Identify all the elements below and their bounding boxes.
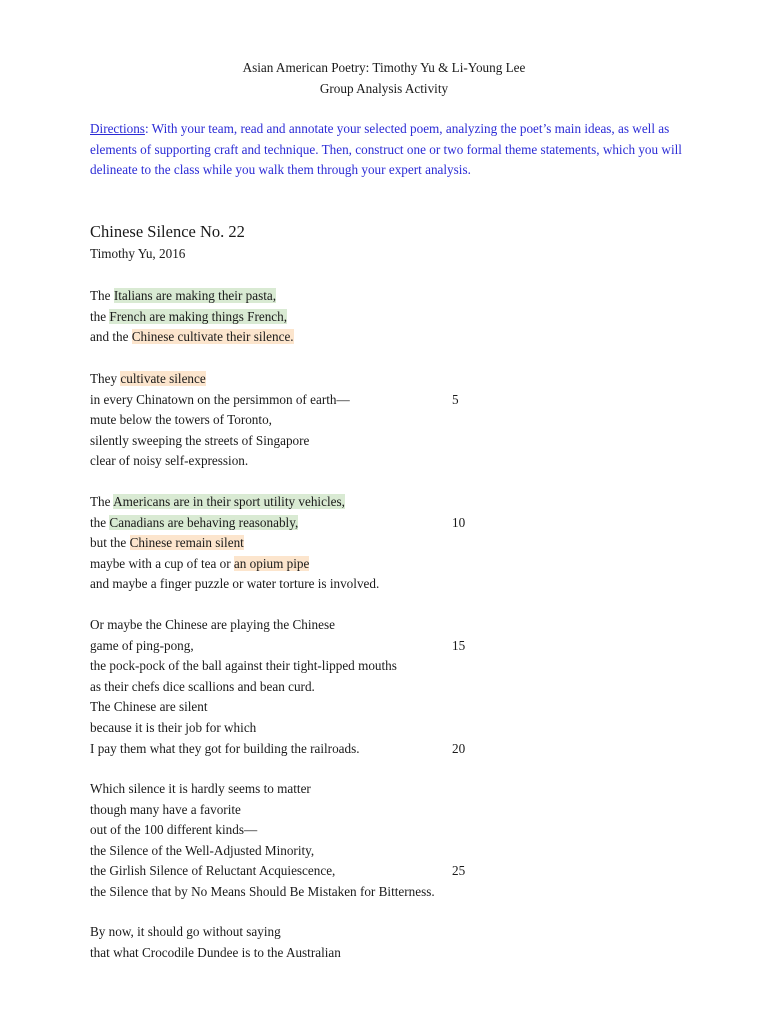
poem-line-text: but the bbox=[90, 535, 130, 551]
poem-line-text: the Girlish Silence of Reluctant Acquiescence, bbox=[90, 863, 336, 879]
poem-stanza bbox=[90, 369, 510, 472]
poem-line bbox=[90, 820, 510, 841]
poem-line bbox=[90, 554, 510, 575]
poem-line-text: game of ping-pong, bbox=[90, 637, 194, 653]
poem-line-text: I pay them what they got for building the railroads. bbox=[90, 740, 360, 756]
poem-line-text: though many have a favorite bbox=[90, 801, 241, 817]
poem-stanza bbox=[90, 286, 510, 348]
poem-stanza bbox=[90, 492, 510, 595]
highlighted-text: cultivate silence bbox=[120, 371, 206, 386]
poem-line-text: Or maybe the Chinese are playing the Chinese bbox=[90, 617, 335, 632]
poem-line bbox=[90, 779, 510, 800]
poem-line bbox=[90, 636, 510, 657]
poem-line bbox=[90, 800, 510, 821]
poem-line-text: the bbox=[90, 308, 110, 324]
poem-line bbox=[90, 410, 510, 431]
poem-line-text: the Silence that by No Means Should Be Mistaken for Bitterness. bbox=[90, 883, 435, 899]
poem-title: Chinese Silence No. 22 bbox=[90, 222, 245, 241]
poem-line-text: out of the 100 different kinds— bbox=[90, 822, 258, 838]
poem-line-text: because it is their job for which bbox=[90, 719, 257, 735]
poem-line-text: and maybe a finger puzzle or water torture is involved. bbox=[90, 576, 380, 592]
poem-line bbox=[90, 451, 510, 472]
highlighted-text: Canadians are behaving reasonably, bbox=[109, 514, 299, 530]
highlighted-text: French are making things French, bbox=[109, 308, 288, 324]
directions-label: Directions bbox=[90, 121, 145, 136]
poem-line-text: and the bbox=[90, 329, 132, 345]
poem-line-text: in every Chinatown on the persimmon of earth— bbox=[90, 391, 350, 407]
highlighted-text: Americans are in their sport utility vehicles, bbox=[113, 494, 345, 509]
directions-text: : With your team, read and annotate your selected poem, analyzing the poet’s main ideas, as well as elements of supporting craft and technique. Then, construct one or two formal theme statements, which you will delineate to the class while you walk them through your expert analysis. bbox=[90, 121, 682, 177]
poem-line-text: the pock-pock of the ball against their tight-lipped mouths bbox=[90, 658, 397, 674]
poem-line bbox=[90, 390, 510, 411]
poem-line-text: maybe with a cup of tea or bbox=[90, 555, 234, 571]
poem-stanza bbox=[90, 779, 510, 903]
poem-line bbox=[90, 615, 510, 636]
poem-line bbox=[90, 431, 510, 452]
poem-line bbox=[90, 513, 510, 534]
line-number: 25 bbox=[452, 863, 466, 879]
document-subtitle: Group Analysis Activity bbox=[319, 80, 449, 96]
highlighted-text: Chinese cultivate their silence. bbox=[131, 329, 294, 345]
poem-line-text: The Chinese are silent bbox=[90, 699, 208, 715]
poem-line-text: clear of noisy self-expression. bbox=[90, 453, 249, 469]
poem-line bbox=[90, 841, 510, 862]
poem-line-text: By now, it should go without saying bbox=[90, 924, 281, 939]
poem-line-text: that what Crocodile Dundee is to the Australian bbox=[90, 944, 341, 960]
poem-line-text: as their chefs dice scallions and bean curd. bbox=[90, 678, 315, 694]
poem-line bbox=[90, 861, 510, 882]
poem-line bbox=[90, 739, 510, 760]
poem-line bbox=[90, 369, 510, 390]
line-number: 20 bbox=[452, 740, 466, 756]
poem-line bbox=[90, 697, 510, 718]
highlighted-text: Italians are making their pasta, bbox=[113, 288, 277, 303]
document-header bbox=[0, 58, 768, 99]
poem-line bbox=[90, 327, 510, 348]
line-number: 5 bbox=[452, 391, 459, 407]
poem-stanza bbox=[90, 922, 510, 963]
highlighted-text: an opium pipe bbox=[233, 555, 310, 571]
line-number: 15 bbox=[452, 637, 466, 653]
poem-stanza bbox=[90, 615, 510, 759]
line-number: 10 bbox=[452, 514, 466, 530]
poem-line bbox=[90, 286, 510, 307]
poem-line-text: the bbox=[90, 514, 110, 530]
poem-line bbox=[90, 492, 510, 513]
poem-line-text: the Silence of the Well-Adjusted Minority, bbox=[90, 842, 315, 858]
poem-line-text: They bbox=[90, 371, 121, 386]
document-title: Asian American Poetry: Timothy Yu & Li-Young Lee bbox=[242, 60, 526, 75]
poem-line bbox=[90, 922, 510, 943]
poem-line bbox=[90, 656, 510, 677]
poem-line-text: The bbox=[90, 288, 114, 303]
poem-line-text: The bbox=[90, 494, 114, 509]
poem-line bbox=[90, 943, 510, 964]
poem-line-text: mute below the towers of Toronto, bbox=[90, 412, 272, 428]
poem-line bbox=[90, 574, 510, 595]
poem-line-text: silently sweeping the streets of Singapore bbox=[90, 432, 310, 448]
poem-line bbox=[90, 882, 510, 903]
poem-line bbox=[90, 677, 510, 698]
poem-line-text: Which silence it is hardly seems to matter bbox=[90, 781, 311, 796]
poem-line bbox=[90, 533, 510, 554]
poem-line bbox=[90, 718, 510, 739]
poem-author: Timothy Yu, 2016 bbox=[90, 246, 186, 261]
poem-line bbox=[90, 307, 510, 328]
highlighted-text: Chinese remain silent bbox=[129, 535, 244, 551]
directions-paragraph bbox=[90, 119, 685, 181]
